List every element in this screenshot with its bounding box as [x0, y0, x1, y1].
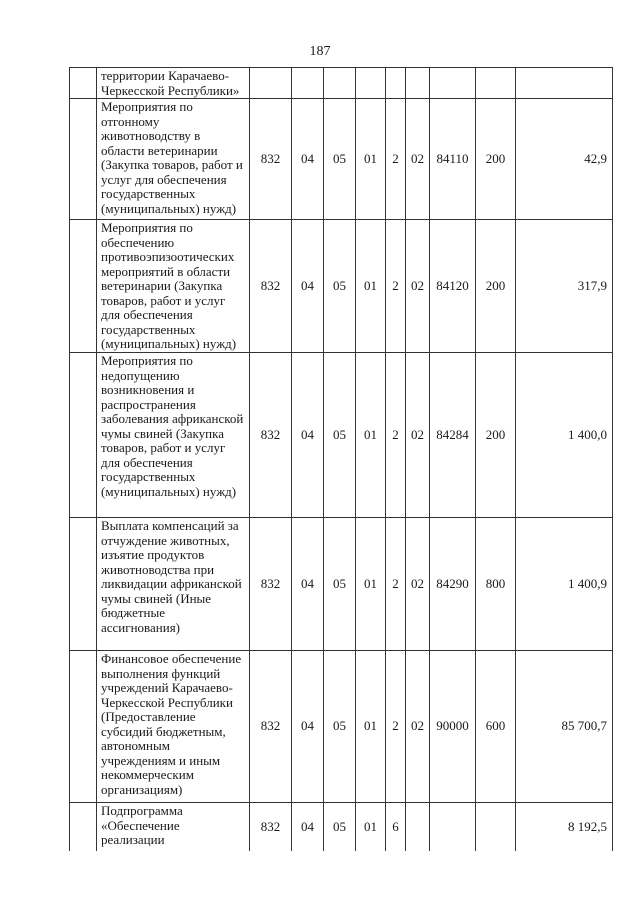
index-cell: [70, 99, 97, 220]
budget-table: [69, 67, 613, 851]
activity-code: 02: [406, 518, 430, 651]
subprogram-code: 2: [386, 99, 406, 220]
direction-code: [430, 68, 476, 99]
table-row: [70, 220, 613, 353]
subprogram-code: 2: [386, 518, 406, 651]
subsection-code: 05: [324, 803, 356, 851]
expense-type-code: 800: [476, 518, 516, 651]
direction-code: [430, 803, 476, 851]
amount: [516, 68, 613, 99]
subprogram-code: 2: [386, 353, 406, 518]
amount: 85 700,7: [516, 651, 613, 803]
activity-code: 02: [406, 220, 430, 353]
index-cell: [70, 220, 97, 353]
subprogram-code: 6: [386, 803, 406, 851]
activity-code: [406, 68, 430, 99]
subprogram-code: 2: [386, 220, 406, 353]
activity-code: 02: [406, 99, 430, 220]
section-code: [292, 68, 324, 99]
item-name: территории Карачаево-Черкесской Республики»: [97, 68, 250, 99]
item-name: Мероприятия по отгонному животноводству в области ветеринарии (Закупка товаров, работ и услуг для обеспечения государственных (муниципальных) нужд): [97, 99, 250, 220]
expense-type-code: [476, 68, 516, 99]
program-code: 01: [356, 518, 386, 651]
index-cell: [70, 353, 97, 518]
activity-code: [406, 803, 430, 851]
ministry-code: [250, 68, 292, 99]
program-code: 01: [356, 220, 386, 353]
table-row: [70, 99, 613, 220]
program-code: 01: [356, 99, 386, 220]
direction-code: 90000: [430, 651, 476, 803]
index-cell: [70, 68, 97, 99]
program-code: [356, 68, 386, 99]
item-name: Финансовое обеспечение выполнения функций учреждений Карачаево-Черкесской Республики (Предоставление субсидий бюджетным, автономным учреждениям и иным некоммерческим организациям): [97, 651, 250, 803]
expense-type-code: [476, 803, 516, 851]
program-code: 01: [356, 803, 386, 851]
section-code: 04: [292, 99, 324, 220]
ministry-code: 832: [250, 803, 292, 851]
ministry-code: 832: [250, 220, 292, 353]
direction-code: 84290: [430, 518, 476, 651]
subsection-code: 05: [324, 518, 356, 651]
section-code: 04: [292, 220, 324, 353]
index-cell: [70, 803, 97, 851]
section-code: 04: [292, 353, 324, 518]
section-code: 04: [292, 651, 324, 803]
expense-type-code: 600: [476, 651, 516, 803]
index-cell: [70, 518, 97, 651]
table-row: [70, 68, 613, 99]
amount: 1 400,0: [516, 353, 613, 518]
ministry-code: 832: [250, 518, 292, 651]
subsection-code: 05: [324, 353, 356, 518]
item-name: Выплата компенсаций за отчуждение животных, изъятие продуктов животноводства при ликвидации африканской чумы свиней (Иные бюджетные ассигнования): [97, 518, 250, 651]
program-code: 01: [356, 651, 386, 803]
expense-type-code: 200: [476, 353, 516, 518]
direction-code: 84120: [430, 220, 476, 353]
table-row: [70, 518, 613, 651]
table-row: [70, 803, 613, 851]
subsection-code: 05: [324, 99, 356, 220]
subsection-code: [324, 68, 356, 99]
table-row: [70, 651, 613, 803]
activity-code: 02: [406, 353, 430, 518]
subprogram-code: [386, 68, 406, 99]
ministry-code: 832: [250, 99, 292, 220]
expense-type-code: 200: [476, 99, 516, 220]
program-code: 01: [356, 353, 386, 518]
subprogram-code: 2: [386, 651, 406, 803]
direction-code: 84110: [430, 99, 476, 220]
subsection-code: 05: [324, 220, 356, 353]
direction-code: 84284: [430, 353, 476, 518]
section-code: 04: [292, 518, 324, 651]
amount: 317,9: [516, 220, 613, 353]
amount: 42,9: [516, 99, 613, 220]
item-name: Подпрограмма «Обеспечение реализации: [97, 803, 250, 851]
amount: 8 192,5: [516, 803, 613, 851]
subsection-code: 05: [324, 651, 356, 803]
page-number: 187: [309, 44, 331, 59]
ministry-code: 832: [250, 651, 292, 803]
ministry-code: 832: [250, 353, 292, 518]
index-cell: [70, 651, 97, 803]
amount: 1 400,9: [516, 518, 613, 651]
activity-code: 02: [406, 651, 430, 803]
section-code: 04: [292, 803, 324, 851]
expense-type-code: 200: [476, 220, 516, 353]
table-row: [70, 353, 613, 518]
item-name: Мероприятия по обеспечению противоэпизоотических мероприятий в области ветеринарии (Закупка товаров, работ и услуг для обеспечения государственных (муниципальных) нужд): [97, 220, 250, 353]
item-name: Мероприятия по недопущению возникновения и распространения заболевания африканской чумы свиней (Закупка товаров, работ и услуг для обеспечения государственных (муниципальных) нужд): [97, 353, 250, 518]
